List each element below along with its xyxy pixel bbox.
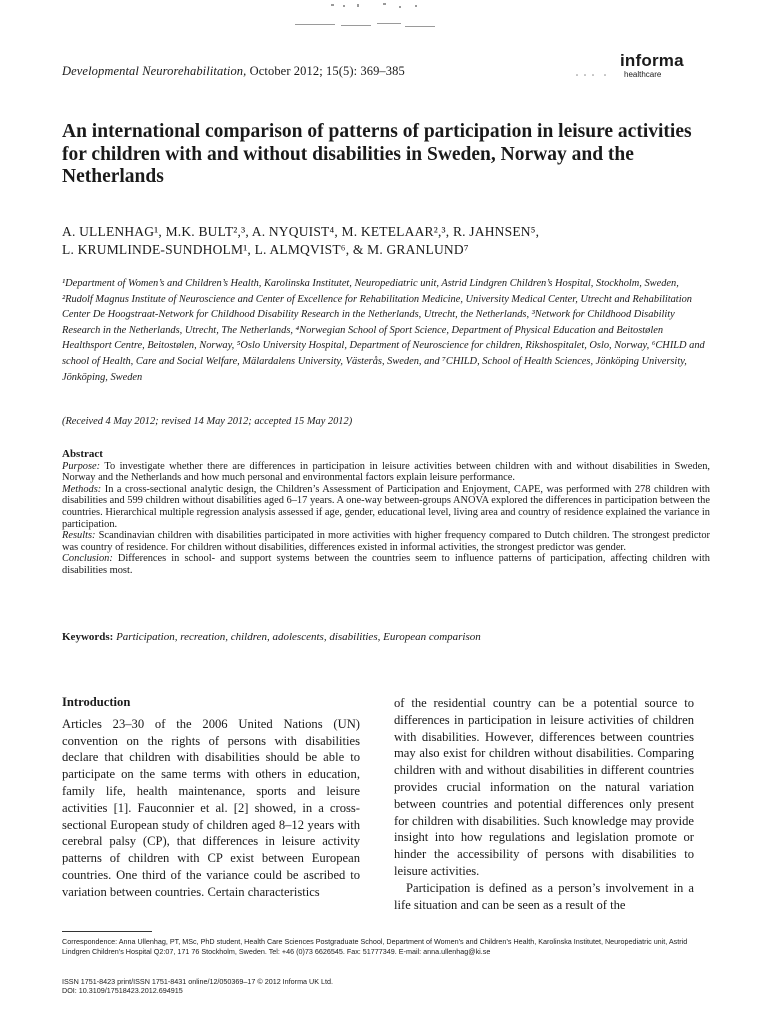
abstract-purpose <box>62 461 710 484</box>
intro-paragraph-continued: of the residential country can be a potential source to differences in participation in leisure activities of children with disabilities. However, differences between countries may also exist for children without disabilities. Comparing children with and without disabilities in different countries provides crucial information on the natural variation between countries and potential differences only present for children with disabilities. Such knowledge may provide insight into how regulations and legislation promote or hinder the accessibility of persons with disabilities to leisure activities. <box>394 696 694 878</box>
correspondence-note: Correspondence: Anna Ullenhag, PT, MSc, PhD student, Health Care Sciences Postgraduate School, Department of Women’s and Children’s Health, Karolinska Institutet, Neuropediatric unit, Astrid Lindgren Children’s Hospital Q2:07, 171 76 Stockholm, Sweden. Tel: +46 (0)73 6626545. Fax: 51777349. E-mail: anna.ullenhag@ki.se <box>62 937 688 956</box>
author-list <box>62 223 712 259</box>
affiliations: ¹Department of Women’s and Children’s Health, Karolinska Institutet, Neuropediatric unit, Astrid Lindgren Children’s Hospital, Stockholm, Sweden, ²Rudolf Magnus Institute of Neuroscience and Center of Excellence for Rehabilitation Medicine, University Medical Center, Utrecht and Rehabilitation Center De Hoogstraat-Network for Childhood Disability Research in the Netherlands, Utrecht, the Netherlands, ³Network for Childhood Disability Research in the Netherlands, Utrecht, The Netherlands, ⁴Norwegian School of Sport Science, Department of Physical Education and Beitostølen Healthsport Centre, Beitostølen, Norway, ⁵Oslo University Hospital, Department of Neuroscience for children, Rikshospitalet, Oslo, Norway, ⁶CHILD and school of Health, Care and Social Welfare, Mälardalens University, Västerås, Sweden, and ⁷CHILD, School of Health Sciences, Jönköping University, Jönköping, Sweden <box>62 278 705 383</box>
conclusion-text: Differences in school- and support systems between the countries seem to influence patterns of participation, affecting children with disabilities most. <box>62 553 710 576</box>
logo-sub: healthcare <box>624 70 662 79</box>
purpose-label: Purpose: <box>62 460 101 472</box>
body-column-left <box>62 694 360 901</box>
methods-label: Methods: <box>62 483 102 495</box>
purpose-text: To investigate whether there are differences in participation in leisure activities between children with and without disabilities in Sweden, Norway and the Netherlands and how much personal and environmental factors explain leisure performance. <box>62 460 710 484</box>
doi-line: DOI: 10.3109/17518423.2012.694915 <box>62 986 183 995</box>
journal-citation <box>62 64 405 79</box>
scan-artifact <box>285 2 445 32</box>
authors-line-2: L. KRUMLINDE-SUNDHOLM¹, L. ALMQVIST⁶, & M. GRANLUND⁷ <box>62 242 469 257</box>
participation-paragraph: Participation is defined as a person’s involvement in a life situation and can be seen as a result of the <box>394 880 694 912</box>
abstract-methods <box>62 484 710 530</box>
conclusion-label: Conclusion: <box>62 553 113 565</box>
body-column-right <box>394 695 694 913</box>
journal-issue: October 2012; 15(5): 369–385 <box>249 64 405 78</box>
keywords-label: Keywords: <box>62 631 114 643</box>
section-heading-introduction: Introduction <box>62 695 131 709</box>
article-title: An international comparison of patterns of participation in leisure activities for children with and without disabilities in Sweden, Norway and the Netherlands <box>62 121 692 187</box>
abstract-results <box>62 530 710 553</box>
results-label: Results: <box>62 530 96 542</box>
abstract <box>62 449 710 577</box>
results-text: Scandinavian children with disabilities participated in more activities with higher frequency compared to Dutch children. The strongest predictor was country of residence. For children without disabilities, differences existed in informal activities, the strongest predictor was gender. <box>62 530 710 553</box>
authors-line-1: A. ULLENHAG¹, M.K. BULT²,³, A. NYQUIST⁴, M. KETELAAR²,³, R. JAHNSEN⁵, <box>62 224 540 239</box>
footnote-divider <box>62 931 152 932</box>
keywords-value: Participation, recreation, children, adolescents, disabilities, European comparison <box>116 631 481 643</box>
publisher-logo <box>620 52 700 80</box>
scan-dots <box>575 72 615 78</box>
journal-name: Developmental Neurorehabilitation, <box>62 64 247 78</box>
keywords <box>62 631 710 643</box>
logo-brand: informa <box>620 51 684 70</box>
abstract-heading: Abstract <box>62 448 103 460</box>
intro-paragraph: Articles 23–30 of the 2006 United Nations (UN) convention on the rights of persons with disabilities declare that children with disabilities should be able to participate on the same terms with others in education, family life, health maintenance, sports and leisure activities [1]. Fauconnier et al. [2] showed, in a cross-sectional European study of children aged 8–12 years with cerebral palsy (CP), that differences in leisure activity patterns of children with CP exist between European countries. One third of the variance could be ascribed to variation between countries. Certain characteristics <box>62 716 360 899</box>
publication-info <box>62 977 702 995</box>
abstract-conclusion <box>62 553 710 576</box>
methods-text: In a cross-sectional analytic design, the Children’s Assessment of Participation and Enjoyment, CAPE, was performed with 278 children with disabilities and 599 children without disabilities aged 6–17 years. A one-way between-groups ANOVA explored the differences in participation between the countries. Hierarchical multiple regression analysis assessed if age, gender, educational level, living area and country of residence explained the variance in participation. <box>62 483 710 530</box>
received-dates: (Received 4 May 2012; revised 14 May 2012; accepted 15 May 2012) <box>62 416 353 427</box>
issn-line: ISSN 1751-8423 print/ISSN 1751-8431 online/12/050369–17 © 2012 Informa UK Ltd. <box>62 977 334 986</box>
